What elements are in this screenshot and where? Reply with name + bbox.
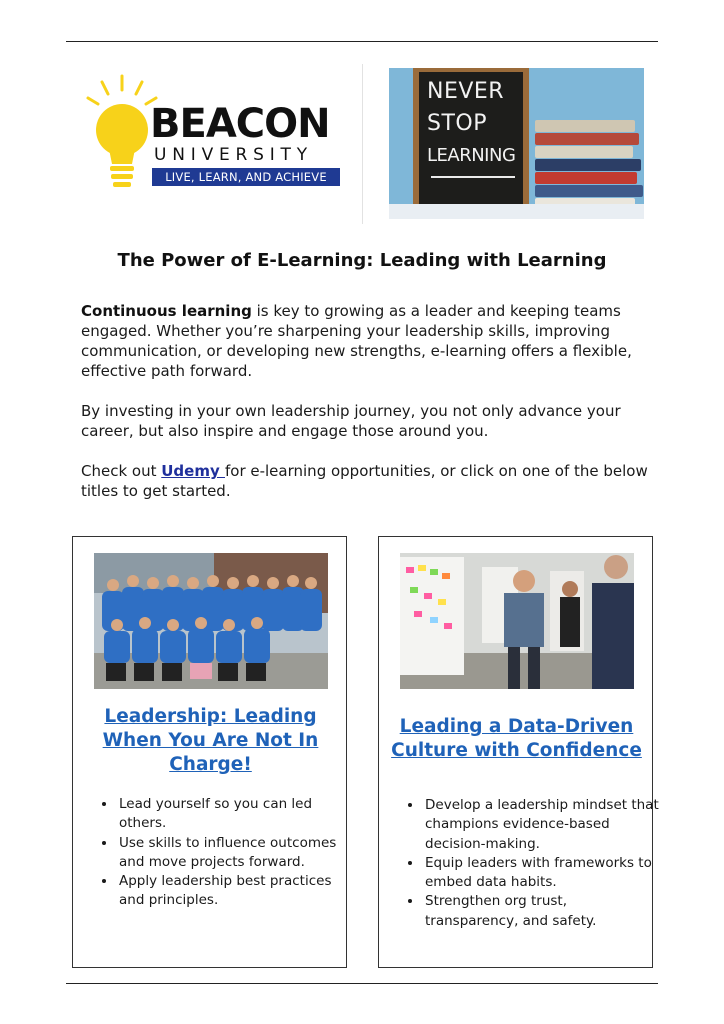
list-item: • Strengthen org trust, transparency, and safety.: [423, 892, 659, 931]
udemy-link[interactable]: Udemy: [161, 462, 225, 480]
list-item: • Use skills to influence outcomes and move projects forward.: [117, 834, 353, 873]
chalkboard-frame: [413, 68, 529, 216]
intro-paragraph-1: [81, 301, 651, 381]
list-item: • Lead yourself so you can led others.: [117, 795, 353, 834]
bottom-rule: [66, 983, 658, 984]
chalk-line-1: NEVER: [427, 79, 505, 104]
course-bullets-leadership: [95, 795, 353, 911]
intro-paragraph-2: By investing in your own leadership journey, you not only advance your career, but also inspire and engage those around you.: [81, 402, 621, 440]
intro-paragraph-3: [81, 461, 651, 501]
list-item: • Apply leadership best practices and principles.: [117, 872, 353, 911]
header-divider: [362, 64, 363, 224]
chalkboard-text: [427, 76, 515, 172]
course-card-data-driven: [378, 536, 659, 968]
top-rule: [66, 41, 658, 42]
page-title: The Power of E-Learning: Leading with Learning: [117, 250, 607, 271]
beacon-university-logo: [86, 74, 348, 194]
course-title-data-driven[interactable]: Leading a Data-Driven Culture with Confidence: [391, 716, 642, 761]
logo-name: BEACON: [150, 101, 330, 147]
intro-bold-lead: Continuous learning: [81, 302, 252, 320]
intro-p3-after: for e-learning opportunities, or click on one of the below titles to get started.: [81, 462, 648, 500]
course-bullets-data-driven: [401, 796, 659, 931]
meeting-photo: [400, 553, 634, 689]
chalk-line-2: STOP: [427, 111, 487, 136]
chalkboard-photo: [389, 68, 644, 219]
course-card-leadership: [72, 536, 347, 968]
lightbulb-icon: [86, 74, 158, 194]
logo-tagline: LIVE, LEARN, AND ACHIEVE: [152, 168, 340, 186]
intro-p3-before: Check out: [81, 462, 162, 480]
group-photo: [94, 553, 328, 689]
logo-subname: UNIVERSITY: [154, 145, 313, 165]
course-title-leadership[interactable]: Leadership: Leading When You Are Not In Charge!: [102, 706, 319, 775]
chalk-underline: [431, 176, 515, 178]
chalkboard: [419, 72, 523, 210]
desk: [389, 204, 644, 219]
list-item: • Equip leaders with frameworks to embed data habits.: [423, 854, 659, 893]
chalk-line-3: LEARNING: [427, 145, 516, 166]
list-item: • Develop a leadership mindset that champions evidence-based decision-making.: [423, 796, 659, 854]
intro-p1-text: is key to growing as a leader and keeping teams engaged. Whether you’re sharpening your leadership skills, improving communication, or developing new strengths, e-learning offers a flexible, effective path forward.: [81, 302, 632, 380]
